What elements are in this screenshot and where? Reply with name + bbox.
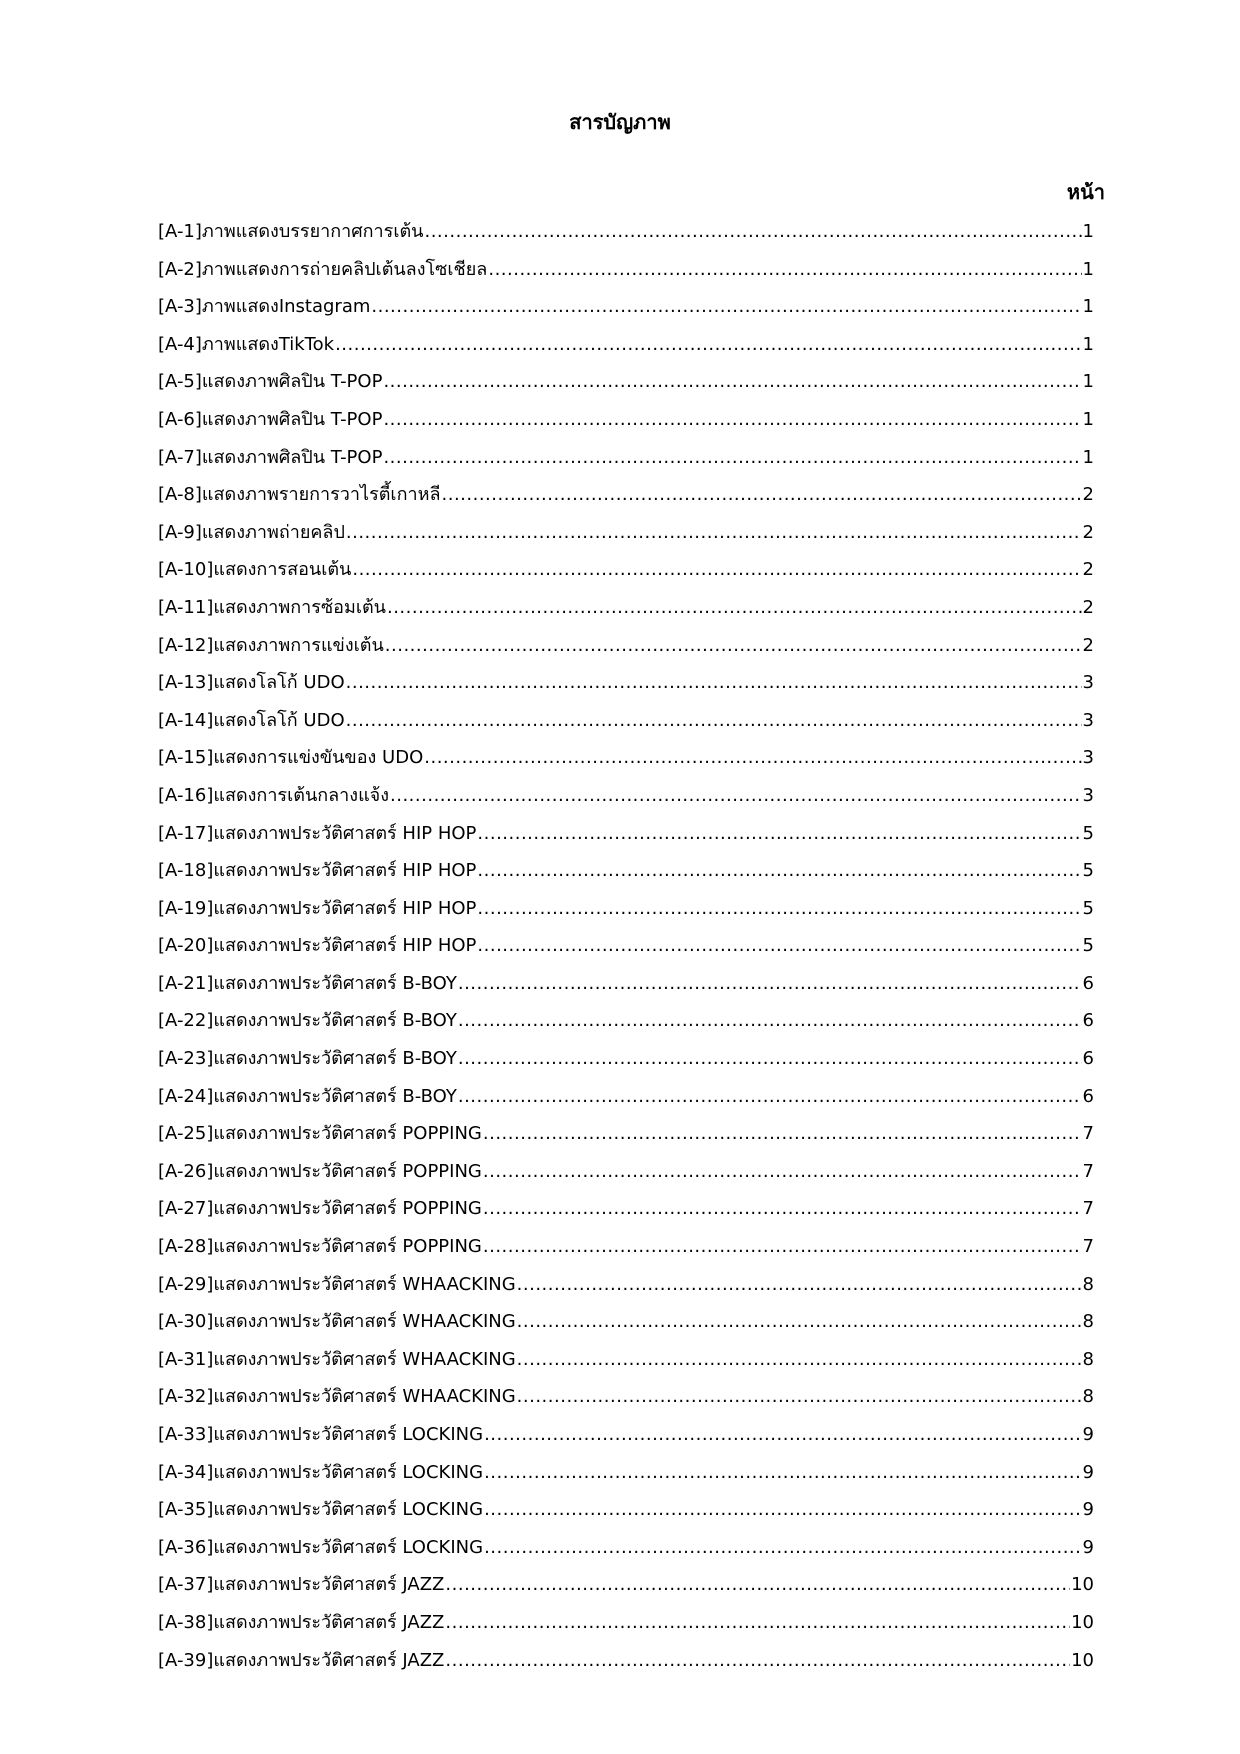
dot-leader: [477, 858, 1081, 884]
figure-list-entry: [158, 1008, 1094, 1046]
figure-list-entry: [158, 933, 1094, 971]
figure-entry-page-number: 8: [1082, 1273, 1094, 1295]
figure-entry-page-number: 3: [1082, 747, 1094, 769]
figure-list-entry: [158, 595, 1094, 633]
figure-list-entry: [158, 332, 1094, 370]
figure-entry-label: [A-3]ภาพแสดงInstagram: [158, 296, 371, 318]
figure-entry-label: [A-36]แสดงภาพประวัติศาสตร์ LOCKING: [158, 1536, 484, 1558]
dot-leader: [445, 1610, 1070, 1636]
dot-leader: [483, 1121, 1082, 1147]
figure-entry-label: [A-38]แสดงภาพประวัติศาสตร์ JAZZ: [158, 1611, 445, 1633]
figure-entry-page-number: 2: [1082, 634, 1094, 656]
dot-leader: [517, 1272, 1082, 1298]
figure-entry-page-number: 5: [1082, 897, 1094, 919]
figure-list-entry: [158, 1309, 1094, 1347]
figure-entry-page-number: 1: [1082, 333, 1094, 355]
dot-leader: [484, 1460, 1081, 1486]
figure-list-entry: [158, 1084, 1094, 1122]
figure-entry-label: [A-11]แสดงภาพการซ้อมเต้น: [158, 596, 386, 618]
dot-leader: [445, 1572, 1070, 1598]
figure-entry-label: [A-5]แสดงภาพศิลปิน T-POP: [158, 371, 383, 393]
dot-leader: [371, 294, 1081, 320]
figure-list-entry: [158, 896, 1094, 934]
figure-entry-label: [A-34]แสดงภาพประวัติศาสตร์ LOCKING: [158, 1461, 484, 1483]
figure-entry-label: [A-33]แสดงภาพประวัติศาสตร์ LOCKING: [158, 1424, 484, 1445]
dot-leader: [517, 1347, 1082, 1373]
figure-entry-page-number: 2: [1082, 559, 1094, 581]
figure-entry-label: [A-6]แสดงภาพศิลปิน T-POP: [158, 408, 383, 430]
figure-list-entry: [158, 783, 1094, 821]
figure-entry-label: [A-12]แสดงภาพการแข่งเต้น: [158, 634, 384, 656]
figure-list-entry: [158, 1347, 1094, 1385]
dot-leader: [383, 369, 1081, 395]
dot-leader: [483, 1234, 1082, 1260]
figure-list-entry: [158, 821, 1094, 859]
figure-entry-label: [A-20]แสดงภาพประวัติศาสตร์ HIP HOP: [158, 935, 477, 957]
figure-entry-page-number: 7: [1082, 1160, 1094, 1182]
figure-entry-page-number: 2: [1082, 596, 1094, 618]
figure-entry-label: [A-9]แสดงภาพถ่ายคลิป: [158, 521, 345, 543]
figure-entry-label: [A-15]แสดงการแข่งขันของ UDO: [158, 747, 424, 769]
figure-list-entry: [158, 670, 1094, 708]
figure-entry-page-number: 10: [1071, 1649, 1094, 1671]
dot-leader: [424, 745, 1081, 771]
figure-list-entry: [158, 482, 1094, 520]
dot-leader: [442, 482, 1082, 508]
figure-entry-page-number: 6: [1082, 972, 1094, 994]
figure-list-entry: [158, 369, 1094, 407]
figure-entry-label: [A-21]แสดงภาพประวัติศาสตร์ B-BOY: [158, 972, 457, 994]
figure-entry-label: [A-32]แสดงภาพประวัติศาสตร์ WHAACKING: [158, 1386, 516, 1408]
dot-leader: [477, 821, 1081, 847]
figure-entry-page-number: 1: [1082, 446, 1094, 468]
figure-entry-label: [A-27]แสดงภาพประวัติศาสตร์ POPPING: [158, 1198, 482, 1220]
figure-entry-page-number: 7: [1082, 1198, 1094, 1220]
dot-leader: [458, 1008, 1082, 1034]
dot-leader: [383, 407, 1081, 433]
figure-entry-page-number: 9: [1082, 1499, 1094, 1521]
dot-leader: [483, 1196, 1082, 1222]
dot-leader: [352, 557, 1081, 583]
dot-leader: [390, 783, 1082, 809]
figure-entry-page-number: 6: [1082, 1085, 1094, 1107]
figure-entry-page-number: 3: [1082, 784, 1094, 806]
figure-list-entry: [158, 294, 1094, 332]
figure-entry-page-number: 1: [1082, 258, 1094, 280]
figure-list-entry: [158, 1422, 1094, 1460]
figure-entry-page-number: 1: [1082, 371, 1094, 393]
figure-entry-page-number: 1: [1082, 408, 1094, 430]
figure-entry-page-number: 1: [1082, 221, 1094, 242]
figure-entry-page-number: 10: [1071, 1574, 1094, 1596]
dot-leader: [346, 520, 1082, 546]
figure-entry-page-number: 8: [1082, 1311, 1094, 1333]
figure-list-entry: [158, 1234, 1094, 1272]
dot-leader: [483, 1159, 1082, 1185]
figure-list-entry: [158, 407, 1094, 445]
dot-leader: [484, 1497, 1081, 1523]
dot-leader: [458, 971, 1082, 997]
dot-leader: [517, 1384, 1082, 1410]
dot-leader: [477, 933, 1081, 959]
figure-entry-label: [A-14]แสดงโลโก้ UDO: [158, 709, 345, 731]
dot-leader: [488, 257, 1081, 283]
figure-entry-page-number: 3: [1082, 672, 1094, 694]
figure-entry-page-number: 9: [1082, 1536, 1094, 1558]
figure-list-entry: [158, 1384, 1094, 1422]
figure-entry-label: [A-8]แสดงภาพรายการวาไรตี้เกาหลี: [158, 484, 441, 506]
figure-list-entry: [158, 557, 1094, 595]
figure-entry-page-number: 9: [1082, 1424, 1094, 1445]
figure-list-entry: [158, 1497, 1094, 1535]
figure-list-entry: [158, 1610, 1094, 1648]
figure-entry-label: [A-37]แสดงภาพประวัติศาสตร์ JAZZ: [158, 1574, 445, 1596]
figure-entry-label: [A-30]แสดงภาพประวัติศาสตร์ WHAACKING: [158, 1311, 516, 1333]
figure-entry-label: [A-1]ภาพแสดงบรรยากาศการเต้น: [158, 221, 424, 242]
figure-entry-page-number: 1: [1082, 296, 1094, 318]
dot-leader: [477, 896, 1081, 922]
figure-list: [158, 219, 1094, 1685]
dot-leader: [484, 1422, 1081, 1448]
figure-entry-page-number: 8: [1082, 1386, 1094, 1408]
figure-entry-label: [A-35]แสดงภาพประวัติศาสตร์ LOCKING: [158, 1499, 484, 1521]
figure-entry-page-number: 8: [1082, 1348, 1094, 1370]
figure-entry-label: [A-22]แสดงภาพประวัติศาสตร์ B-BOY: [158, 1010, 457, 1032]
figure-entry-label: [A-31]แสดงภาพประวัติศาสตร์ WHAACKING: [158, 1348, 516, 1370]
figure-list-entry: [158, 971, 1094, 1009]
figure-list-entry: [158, 445, 1094, 483]
figure-entry-label: [A-26]แสดงภาพประวัติศาสตร์ POPPING: [158, 1160, 482, 1182]
figure-entry-page-number: 6: [1082, 1048, 1094, 1070]
figure-entry-label: [A-18]แสดงภาพประวัติศาสตร์ HIP HOP: [158, 860, 477, 882]
figure-entry-page-number: 10: [1071, 1611, 1094, 1633]
figure-entry-label: [A-23]แสดงภาพประวัติศาสตร์ B-BOY: [158, 1048, 457, 1070]
dot-leader: [484, 1535, 1081, 1561]
figure-list-entry: [158, 1572, 1094, 1610]
figure-entry-label: [A-29]แสดงภาพประวัติศาสตร์ WHAACKING: [158, 1273, 516, 1295]
dot-leader: [458, 1046, 1082, 1072]
figure-list-entry: [158, 1272, 1094, 1310]
dot-leader: [387, 595, 1082, 621]
dot-leader: [346, 670, 1082, 696]
figure-entry-label: [A-28]แสดงภาพประวัติศาสตร์ POPPING: [158, 1236, 482, 1258]
figure-list-entry: [158, 1460, 1094, 1498]
figure-list-entry: [158, 633, 1094, 671]
figure-list-entry: [158, 745, 1094, 783]
figure-entry-page-number: 5: [1082, 822, 1094, 844]
figure-list-entry: [158, 1196, 1094, 1234]
figure-entry-label: [A-19]แสดงภาพประวัติศาสตร์ HIP HOP: [158, 897, 477, 919]
figure-entry-page-number: 5: [1082, 860, 1094, 882]
figure-entry-page-number: 3: [1082, 709, 1094, 731]
figure-list-entry: [158, 257, 1094, 295]
figure-entry-label: [A-16]แสดงการเต้นกลางแจ้ง: [158, 784, 390, 806]
dot-leader: [517, 1309, 1082, 1335]
dot-leader: [458, 1084, 1082, 1110]
dot-leader: [335, 332, 1081, 358]
dot-leader: [445, 1648, 1070, 1674]
figure-entry-label: [A-2]ภาพแสดงการถ่ายคลิปเต้นลงโซเชียล: [158, 258, 488, 280]
figure-list-entry: [158, 1046, 1094, 1084]
figure-entry-page-number: 7: [1082, 1123, 1094, 1145]
figure-entry-page-number: 5: [1082, 935, 1094, 957]
figure-entry-page-number: 2: [1082, 521, 1094, 543]
figure-entry-label: [A-39]แสดงภาพประวัติศาสตร์ JAZZ: [158, 1649, 445, 1671]
dot-leader: [424, 219, 1081, 245]
figure-list-entry: [158, 1535, 1094, 1573]
figure-entry-label: [A-25]แสดงภาพประวัติศาสตร์ POPPING: [158, 1123, 482, 1145]
figure-entry-label: [A-4]ภาพแสดงTikTok: [158, 333, 335, 355]
dot-leader: [385, 633, 1082, 659]
figure-list-entry: [158, 858, 1094, 896]
figure-entry-page-number: 7: [1082, 1236, 1094, 1258]
page-title: สารบัญภาพ: [569, 110, 671, 134]
figure-entry-page-number: 6: [1082, 1010, 1094, 1032]
figure-list-entry: [158, 520, 1094, 558]
figure-list-entry: [158, 708, 1094, 746]
figure-list-entry: [158, 1121, 1094, 1159]
figure-list-entry: [158, 219, 1094, 257]
figure-entry-label: [A-17]แสดงภาพประวัติศาสตร์ HIP HOP: [158, 822, 477, 844]
figure-entry-label: [A-10]แสดงการสอนเต้น: [158, 559, 352, 581]
figure-entry-page-number: 9: [1082, 1461, 1094, 1483]
figure-entry-label: [A-7]แสดงภาพศิลปิน T-POP: [158, 446, 383, 468]
page-number-column-header: หน้า: [1066, 180, 1105, 204]
figure-entry-label: [A-24]แสดงภาพประวัติศาสตร์ B-BOY: [158, 1085, 457, 1107]
figure-entry-page-number: 2: [1082, 484, 1094, 506]
figure-list-entry: [158, 1648, 1094, 1686]
dot-leader: [346, 708, 1082, 734]
figure-entry-label: [A-13]แสดงโลโก้ UDO: [158, 672, 345, 694]
dot-leader: [383, 445, 1081, 471]
figure-list-entry: [158, 1159, 1094, 1197]
